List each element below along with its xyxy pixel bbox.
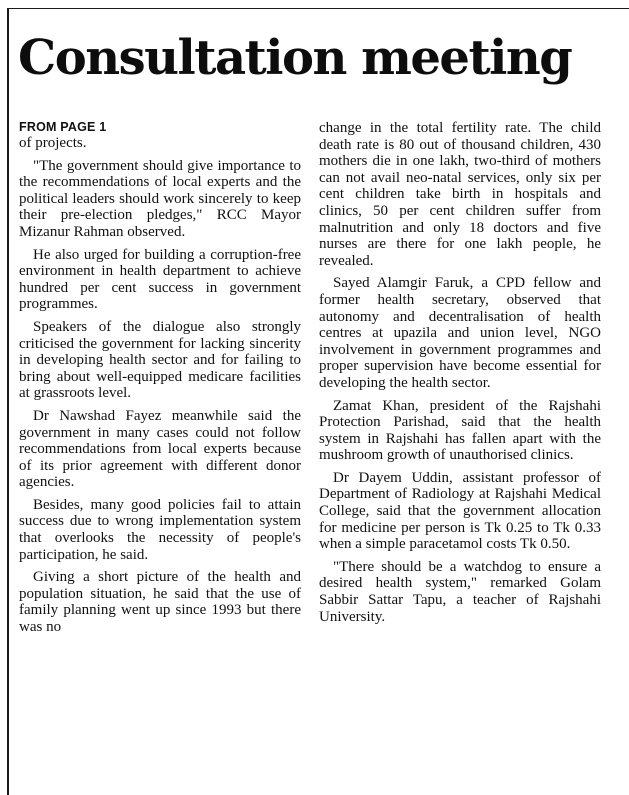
paragraph: Sayed Alamgir Faruk, a CPD fellow and former health secretary, observed that autonomy and decentralisation of health centres at upazila and union level, NGO involvement in government programmes and proper supervision have become essential for developing the health sector. <box>319 275 601 391</box>
page-border-left <box>7 8 9 795</box>
article-column-left <box>19 120 301 642</box>
paragraph: Dr Nawshad Fayez meanwhile said the government in many cases could not follow recommendations from local experts because of its prior agreement with different donor agencies. <box>19 407 301 491</box>
paragraph: change in the total fertility rate. The child death rate is 80 out of thousand children, 430 mothers die in one lakh, two-third of mothers can not avail neo-natal services, only six per cent children take birth in hospitals and clinics, 50 per cent children suffer from malnutrition and only 18 doctors and five nurses are there for one lakh people, he revealed. <box>319 120 601 269</box>
article-headline: Consultation meeting <box>18 30 572 86</box>
paragraph: Dr Dayem Uddin, assistant professor of Department of Radiology at Rajshahi Medical College, said that the government allocation for medicine per person is Tk 0.25 to Tk 0.33 when a simple paracetamol costs Tk 0.50. <box>319 469 601 553</box>
paragraph: of projects. <box>19 135 87 151</box>
paragraph: Giving a short picture of the health and population situation, he said that the use of family planning went up since 1993 but there was no <box>19 569 301 636</box>
continuation-kicker: FROM PAGE 1 <box>19 120 107 134</box>
paragraph: "The government should give importance to the recommendations of local experts and the political leaders should work sincerely to keep their pre-election pledges," RCC Mayor Mizanur Rahman observed. <box>19 157 301 240</box>
page-border-top <box>9 8 629 9</box>
article-column-right <box>319 120 601 631</box>
paragraph: "There should be a watchdog to ensure a desired health system," remarked Golam Sabbir Sattar Tapu, a teacher of Rajshahi University. <box>319 558 601 625</box>
paragraph: Besides, many good policies fail to attain success due to wrong implementation system that overlooks the necessity of people's participation, he said. <box>19 496 301 563</box>
paragraph: He also urged for building a corruption-free environment in health department to achieve hundred per cent success in government programmes. <box>19 246 301 313</box>
paragraph: Zamat Khan, president of the Rajshahi Protection Parishad, said that the health system in Rajshahi has fallen apart with the mushroom growth of unauthorised clinics. <box>319 397 601 464</box>
paragraph: Speakers of the dialogue also strongly criticised the government for lacking sincerity in developing health sector and for failing to bring about well-equipped medicare facilities at grassroots level. <box>19 318 301 402</box>
